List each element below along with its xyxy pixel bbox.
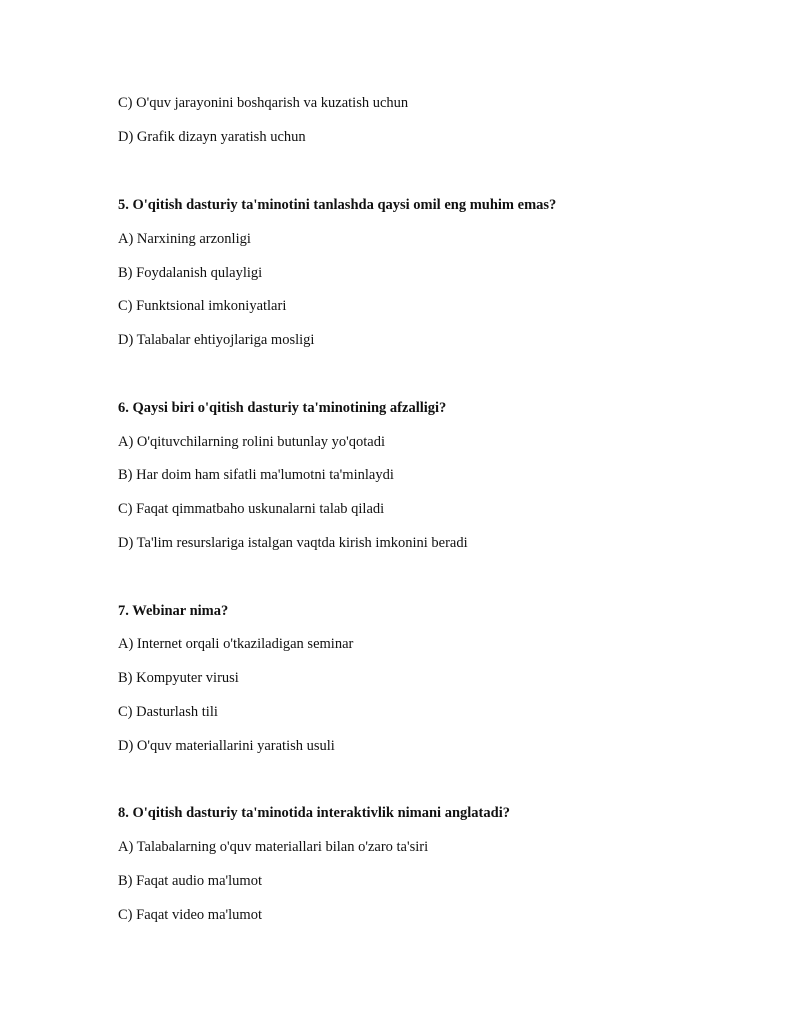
- question-6-option-a: A) O'qituvchilarning rolini butunlay yo'qotadi: [118, 434, 385, 450]
- question-6-option-b: B) Har doim ham sifatli ma'lumotni ta'minlaydi: [118, 467, 394, 483]
- question-6: 6. Qaysi biri o'qitish dasturiy ta'minotining afzalligi?: [118, 400, 447, 416]
- question-5-option-c: C) Funktsional imkoniyatlari: [118, 298, 287, 314]
- question-6-option-c: C) Faqat qimmatbaho uskunalarni talab qiladi: [118, 501, 385, 517]
- question-6-option-d: D) Ta'lim resurslariga istalgan vaqtda kirish imkonini beradi: [118, 535, 468, 551]
- question-5-option-a: A) Narxining arzonligi: [118, 231, 251, 247]
- question-7: 7. Webinar nima?: [118, 603, 229, 619]
- question-7-option-c: C) Dasturlash tili: [118, 704, 218, 720]
- question-7-option-b: B) Kompyuter virusi: [118, 670, 239, 686]
- question-8: 8. O'qitish dasturiy ta'minotida interaktivlik nimani anglatadi?: [118, 805, 510, 821]
- question-7-option-a: A) Internet orqali o'tkaziladigan seminar: [118, 636, 354, 652]
- option-d: D) Grafik dizayn yaratish uchun: [118, 129, 306, 145]
- question-8-option-b: B) Faqat audio ma'lumot: [118, 873, 262, 889]
- question-5: 5. O'qitish dasturiy ta'minotini tanlashda qaysi omil eng muhim emas?: [118, 197, 557, 213]
- option-c: C) O'quv jarayonini boshqarish va kuzatish uchun: [118, 95, 409, 111]
- question-5-option-d: D) Talabalar ehtiyojlariga mosligi: [118, 332, 315, 348]
- question-7-option-d: D) O'quv materiallarini yaratish usuli: [118, 738, 335, 754]
- question-5-option-b: B) Foydalanish qulayligi: [118, 265, 263, 281]
- question-8-option-c: C) Faqat video ma'lumot: [118, 907, 262, 923]
- question-8-option-a: A) Talabalarning o'quv materiallari bilan o'zaro ta'siri: [118, 839, 429, 855]
